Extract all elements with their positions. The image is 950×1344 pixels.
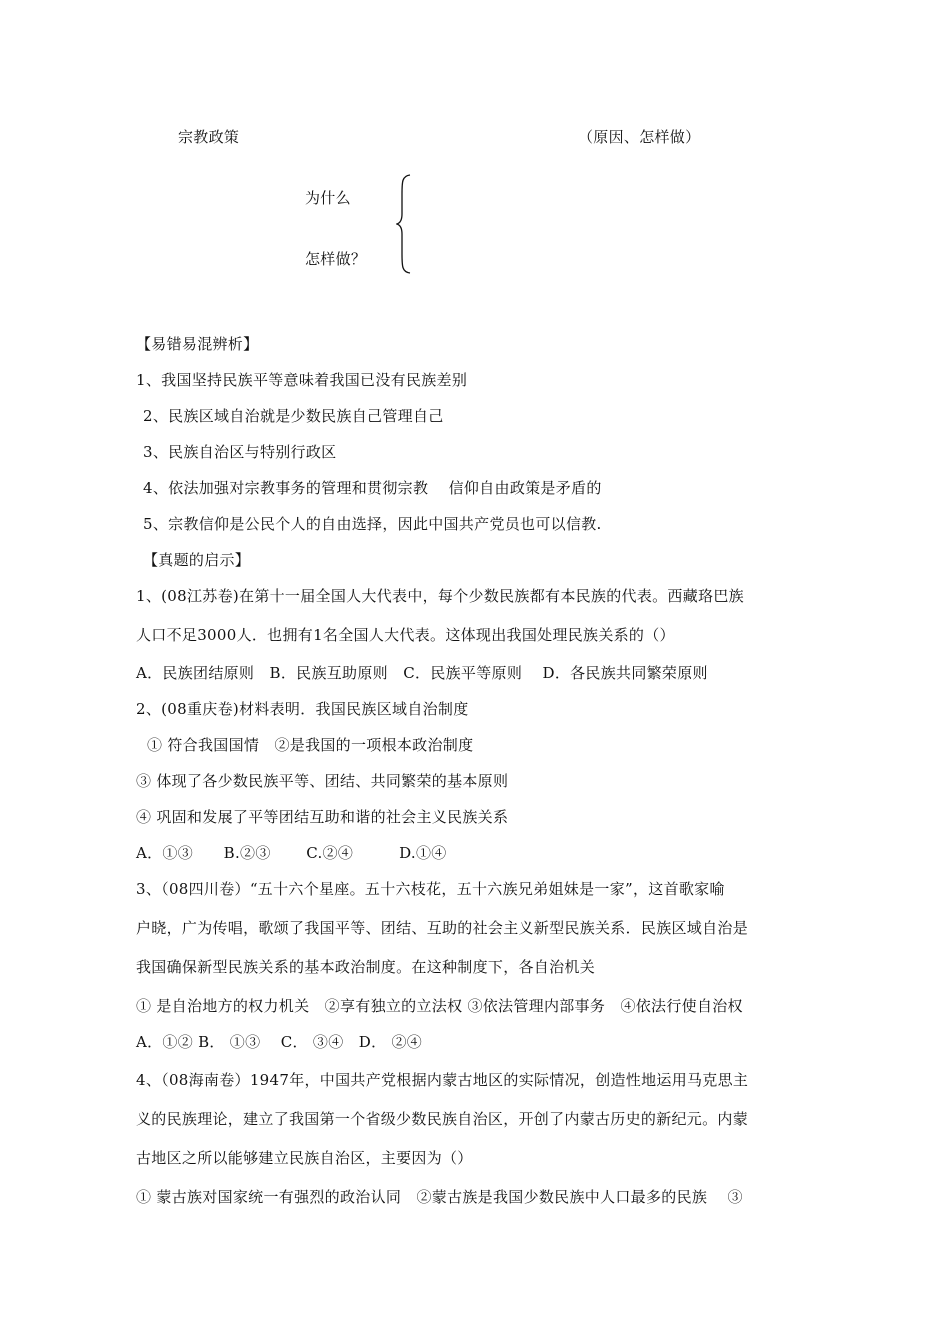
question-1-line: 人口不足3000人．也拥有1名全国人大代表。这体现出我国处理民族关系的（） bbox=[136, 626, 675, 644]
question-2-options: A．①③ B.②③ C.②④ D.①④ bbox=[136, 844, 447, 862]
confusion-heading: 【易错易混辨析】 bbox=[136, 335, 259, 353]
why-label: 为什么 bbox=[305, 189, 351, 207]
question-4-line: 4、（08海南卷）1947年，中国共产党根据内蒙古地区的实际情况，创造性地运用马克思主 bbox=[136, 1071, 749, 1089]
confusion-item: 3、民族自治区与特别行政区 bbox=[143, 443, 337, 461]
how-label: 怎样做？ bbox=[305, 250, 367, 268]
confusion-item: 4、依法加强对宗教事务的管理和贯彻宗教 信仰自由政策是矛盾的 bbox=[143, 479, 602, 497]
question-4-line: 古地区之所以能够建立民族自治区，主要因为（） bbox=[136, 1149, 473, 1167]
confusion-item: 1、我国坚持民族平等意味着我国已没有民族差别 bbox=[136, 371, 468, 389]
exam-heading: 【真题的启示】 bbox=[143, 551, 251, 569]
confusion-item: 5、宗教信仰是公民个人的自由选择，因此中国共产党员也可以信教. bbox=[143, 515, 602, 533]
question-3-line: ① 是自治地方的权力机关 ②享有独立的立法权 ③依法管理内部事务 ④依法行使自治权 bbox=[136, 997, 743, 1015]
question-4-line: 义的民族理论，建立了我国第一个省级少数民族自治区，开创了内蒙古历史的新纪元。内蒙 bbox=[136, 1110, 749, 1128]
question-2-line: ④ 巩固和发展了平等团结互助和谐的社会主义民族关系 bbox=[136, 808, 509, 826]
question-1-options: A．民族团结原则 B．民族互助原则 C．民族平等原则 D．各民族共同繁荣原则 bbox=[136, 664, 708, 682]
reason-note: （原因、怎样做） bbox=[578, 128, 701, 146]
question-2-line: ③ 体现了各少数民族平等、团结、共同繁荣的基本原则 bbox=[136, 772, 509, 790]
question-3-line: 户晓，广为传唱，歌颂了我国平等、团结、互助的社会主义新型民族关系．民族区域自治是 bbox=[136, 919, 749, 937]
question-3-options: A．①② B． ①③ C． ③④ D． ②④ bbox=[136, 1033, 423, 1051]
question-1-line: 1、(08江苏卷)在第十一届全国人大代表中，每个少数民族都有本民族的代表。西藏珞巴族 bbox=[136, 587, 744, 605]
curly-brace-icon bbox=[396, 174, 412, 274]
question-4-line: ① 蒙古族对国家统一有强烈的政治认同 ②蒙古族是我国少数民族中人口最多的民族 ③ bbox=[136, 1188, 743, 1206]
confusion-item: 2、民族区域自治就是少数民族自己管理自己 bbox=[143, 407, 444, 425]
question-2-line: 2、(08重庆卷)材料表明．我国民族区域自治制度 bbox=[136, 700, 469, 718]
question-3-line: 3、（08四川卷）“五十六个星座。五十六枝花，五十六族兄弟姐妹是一家”，这首歌家喻 bbox=[136, 880, 725, 898]
religion-policy-title: 宗教政策 bbox=[178, 128, 240, 146]
question-3-line: 我国确保新型民族关系的基本政治制度。在这种制度下，各自治机关 bbox=[136, 958, 596, 976]
question-2-line: ① 符合我国国情 ②是我国的一项根本政治制度 bbox=[147, 736, 474, 754]
